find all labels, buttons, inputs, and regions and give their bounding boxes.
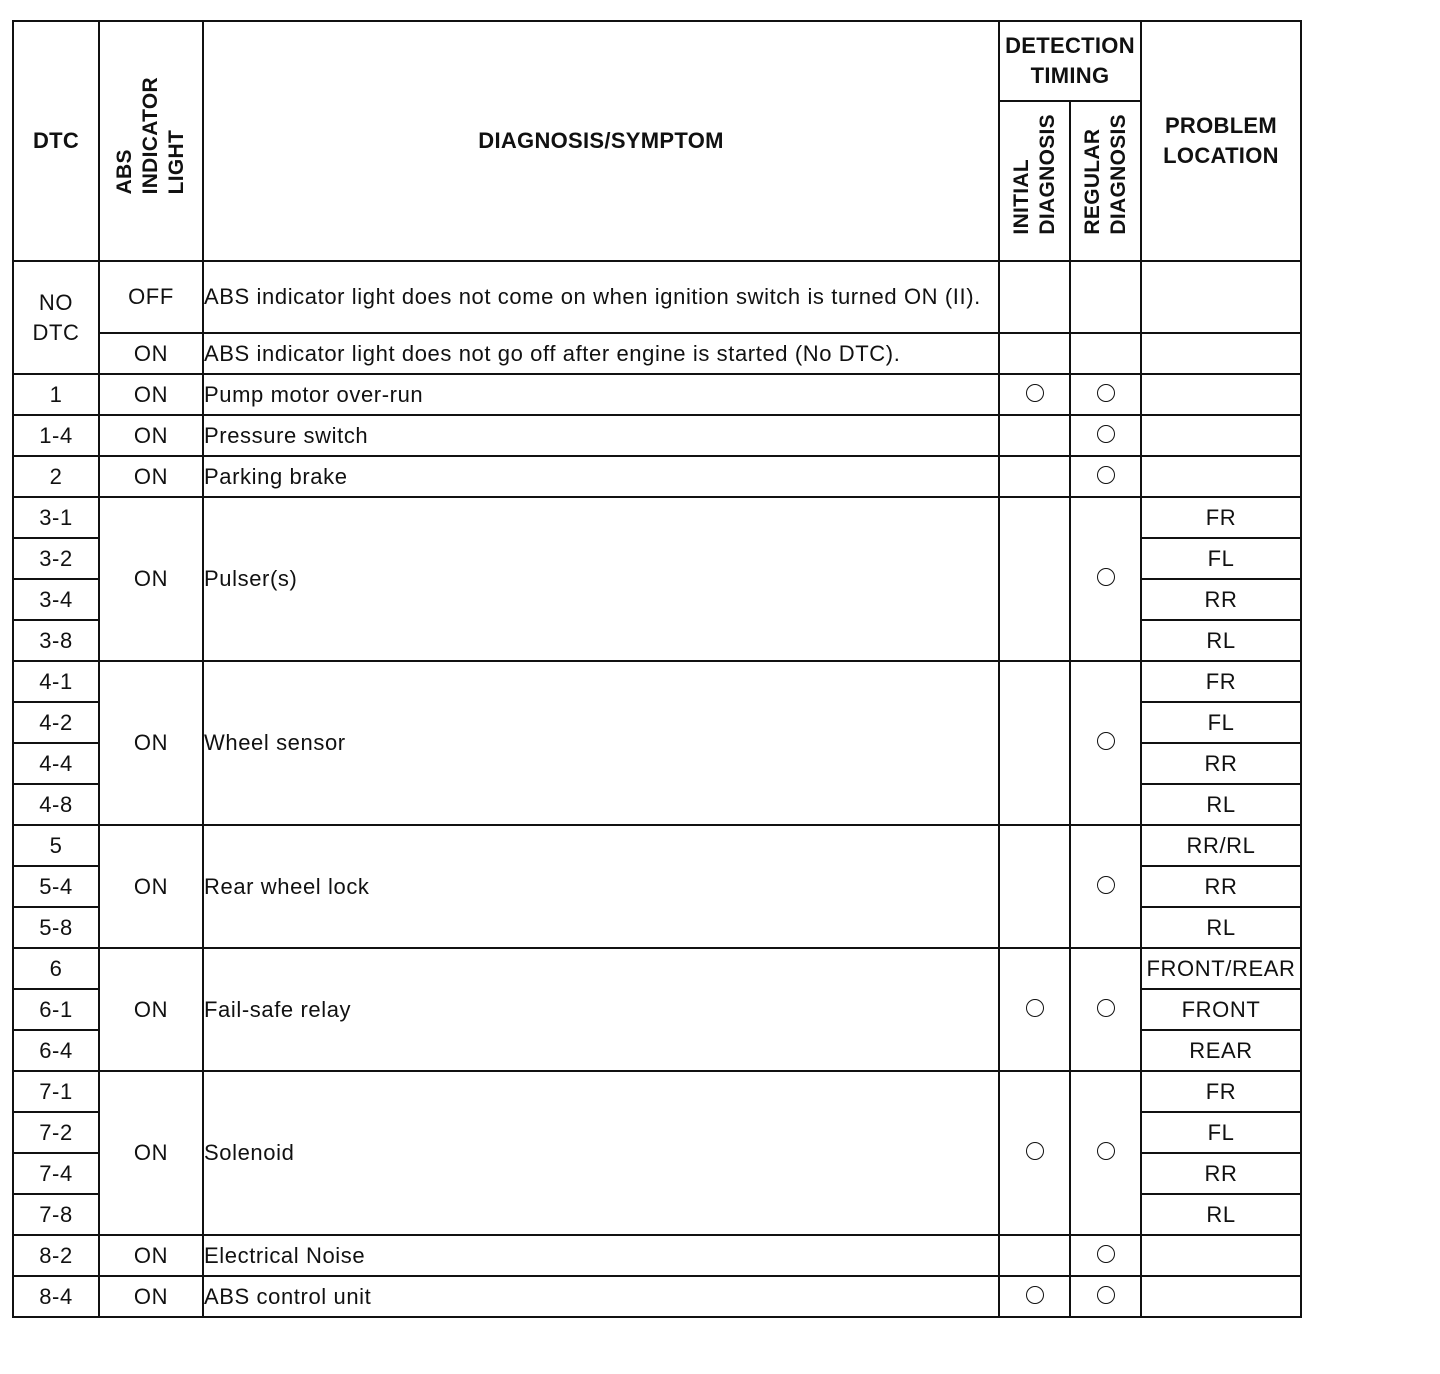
table-row	[13, 415, 1301, 456]
circle-mark-icon	[1097, 466, 1115, 484]
header-dtc: DTC	[13, 21, 99, 261]
regular-cell	[1070, 456, 1141, 497]
circle-mark-icon	[1097, 1245, 1115, 1263]
light-cell: ON	[99, 497, 203, 661]
initial-cell	[999, 1235, 1070, 1276]
table-row	[13, 1071, 1301, 1112]
regular-cell	[1070, 374, 1141, 415]
symptom-cell: Pressure switch	[203, 415, 999, 456]
dtc-table	[12, 20, 1302, 1318]
dtc-cell: 5-8	[13, 907, 99, 948]
dtc-cell: 3-2	[13, 538, 99, 579]
initial-cell	[999, 661, 1070, 825]
dtc-cell: 7-1	[13, 1071, 99, 1112]
dtc-cell: 7-8	[13, 1194, 99, 1235]
dtc-cell: 4-8	[13, 784, 99, 825]
dtc-cell: 4-2	[13, 702, 99, 743]
header-initial-diagnosis-text: INITIAL DIAGNOSIS	[1009, 113, 1059, 235]
circle-mark-icon	[1026, 1286, 1044, 1304]
symptom-cell: ABS control unit	[203, 1276, 999, 1317]
location-cell: RL	[1141, 620, 1301, 661]
location-cell: FR	[1141, 661, 1301, 702]
regular-cell	[1070, 333, 1141, 374]
table-row	[13, 661, 1301, 702]
dtc-cell: 1	[13, 374, 99, 415]
regular-cell	[1070, 1276, 1141, 1317]
dtc-cell: NO DTC	[13, 261, 99, 374]
location-cell: FR	[1141, 1071, 1301, 1112]
initial-cell	[999, 374, 1070, 415]
header-abs-indicator-light-text: ABS INDICATOR LIGHT	[113, 77, 188, 195]
light-cell: ON	[99, 333, 203, 374]
dtc-cell: 6-4	[13, 1030, 99, 1071]
header-regular-diagnosis-text: REGULAR DIAGNOSIS	[1080, 113, 1130, 235]
initial-cell	[999, 415, 1070, 456]
location-cell: RL	[1141, 784, 1301, 825]
dtc-cell: 4-4	[13, 743, 99, 784]
symptom-cell: ABS indicator light does not go off after engine is started (No DTC).	[203, 333, 999, 374]
initial-cell	[999, 948, 1070, 1071]
circle-mark-icon	[1097, 999, 1115, 1017]
symptom-cell: Solenoid	[203, 1071, 999, 1235]
table-body	[13, 261, 1301, 1317]
light-cell: ON	[99, 374, 203, 415]
header-diagnosis-symptom: DIAGNOSIS/SYMPTOM	[203, 21, 999, 261]
circle-mark-icon	[1097, 1142, 1115, 1160]
dtc-cell: 5-4	[13, 866, 99, 907]
dtc-cell: 7-4	[13, 1153, 99, 1194]
location-cell: REAR	[1141, 1030, 1301, 1071]
light-cell: ON	[99, 825, 203, 948]
location-cell: RR/RL	[1141, 825, 1301, 866]
location-cell	[1141, 1276, 1301, 1317]
header-initial-diagnosis	[999, 101, 1070, 261]
light-cell: ON	[99, 456, 203, 497]
location-cell	[1141, 374, 1301, 415]
regular-cell	[1070, 261, 1141, 333]
location-cell: FL	[1141, 702, 1301, 743]
table-header	[13, 21, 1301, 261]
location-cell: RR	[1141, 579, 1301, 620]
location-cell: FRONT	[1141, 989, 1301, 1030]
initial-cell	[999, 261, 1070, 333]
table-row	[13, 948, 1301, 989]
circle-mark-icon	[1097, 384, 1115, 402]
light-cell: ON	[99, 1071, 203, 1235]
location-cell: RR	[1141, 1153, 1301, 1194]
location-cell: FRONT/REAR	[1141, 948, 1301, 989]
symptom-cell: Wheel sensor	[203, 661, 999, 825]
table-row	[13, 374, 1301, 415]
circle-mark-icon	[1097, 732, 1115, 750]
table-row-no-dtc-2	[13, 333, 1301, 374]
initial-cell	[999, 825, 1070, 948]
initial-cell	[999, 456, 1070, 497]
dtc-cell: 2	[13, 456, 99, 497]
location-cell: FL	[1141, 538, 1301, 579]
table-row	[13, 497, 1301, 538]
circle-mark-icon	[1097, 568, 1115, 586]
dtc-cell: 8-2	[13, 1235, 99, 1276]
symptom-cell: Electrical Noise	[203, 1235, 999, 1276]
dtc-cell: 8-4	[13, 1276, 99, 1317]
light-cell: ON	[99, 1276, 203, 1317]
symptom-cell: Pump motor over-run	[203, 374, 999, 415]
light-cell: ON	[99, 661, 203, 825]
dtc-cell: 5	[13, 825, 99, 866]
circle-mark-icon	[1026, 1142, 1044, 1160]
location-cell	[1141, 261, 1301, 333]
table-row-no-dtc-1	[13, 261, 1301, 333]
initial-cell	[999, 1276, 1070, 1317]
dtc-cell: 3-1	[13, 497, 99, 538]
table-row	[13, 1276, 1301, 1317]
light-cell: OFF	[99, 261, 203, 333]
symptom-cell: Fail-safe relay	[203, 948, 999, 1071]
symptom-cell: ABS indicator light does not come on when ignition switch is turned ON (II).	[203, 261, 999, 333]
regular-cell	[1070, 415, 1141, 456]
circle-mark-icon	[1097, 425, 1115, 443]
location-cell	[1141, 333, 1301, 374]
dtc-cell: 7-2	[13, 1112, 99, 1153]
symptom-cell: Pulser(s)	[203, 497, 999, 661]
location-cell: RL	[1141, 907, 1301, 948]
initial-cell	[999, 497, 1070, 661]
circle-mark-icon	[1097, 876, 1115, 894]
regular-cell	[1070, 1071, 1141, 1235]
dtc-cell: 3-8	[13, 620, 99, 661]
dtc-cell: 4-1	[13, 661, 99, 702]
location-cell: RL	[1141, 1194, 1301, 1235]
regular-cell	[1070, 1235, 1141, 1276]
header-regular-diagnosis	[1070, 101, 1141, 261]
table-row	[13, 825, 1301, 866]
symptom-cell: Parking brake	[203, 456, 999, 497]
circle-mark-icon	[1097, 1286, 1115, 1304]
initial-cell	[999, 1071, 1070, 1235]
dtc-cell: 1-4	[13, 415, 99, 456]
regular-cell	[1070, 497, 1141, 661]
regular-cell	[1070, 948, 1141, 1071]
dtc-cell: 3-4	[13, 579, 99, 620]
table-row	[13, 456, 1301, 497]
location-cell: FR	[1141, 497, 1301, 538]
light-cell: ON	[99, 1235, 203, 1276]
light-cell: ON	[99, 415, 203, 456]
table-row	[13, 1235, 1301, 1276]
header-problem-location: PROBLEM LOCATION	[1141, 21, 1301, 261]
regular-cell	[1070, 661, 1141, 825]
location-cell	[1141, 1235, 1301, 1276]
circle-mark-icon	[1026, 999, 1044, 1017]
regular-cell	[1070, 825, 1141, 948]
initial-cell	[999, 333, 1070, 374]
location-cell	[1141, 415, 1301, 456]
location-cell: FL	[1141, 1112, 1301, 1153]
location-cell: RR	[1141, 866, 1301, 907]
location-cell	[1141, 456, 1301, 497]
header-detection-timing: DETECTION TIMING	[999, 21, 1141, 101]
header-abs-indicator-light	[99, 21, 203, 261]
dtc-cell: 6-1	[13, 989, 99, 1030]
symptom-cell: Rear wheel lock	[203, 825, 999, 948]
light-cell: ON	[99, 948, 203, 1071]
dtc-cell: 6	[13, 948, 99, 989]
circle-mark-icon	[1026, 384, 1044, 402]
location-cell: RR	[1141, 743, 1301, 784]
